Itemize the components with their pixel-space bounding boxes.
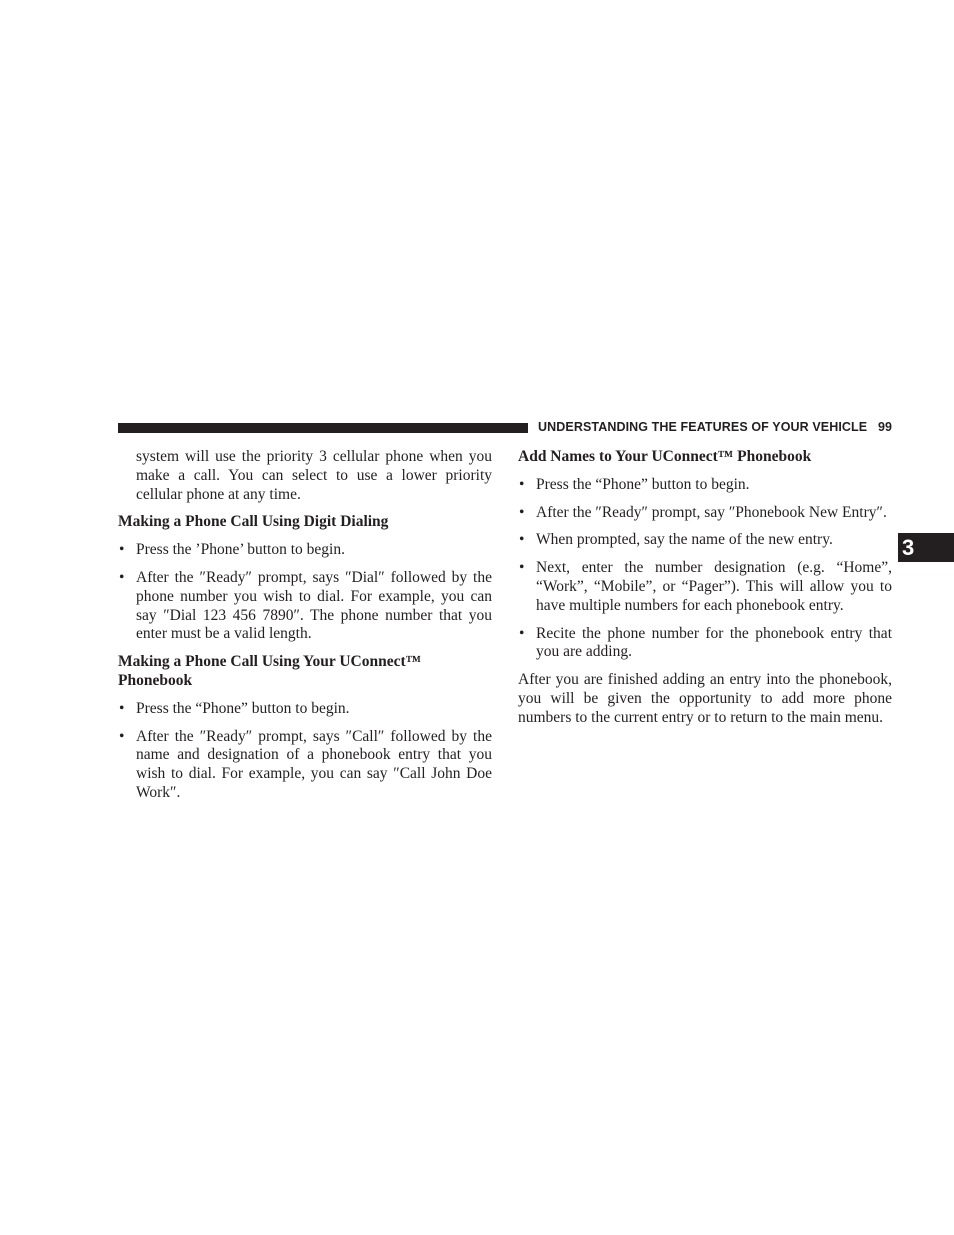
bullet-icon: • <box>119 727 125 745</box>
section-heading-phonebook-call: Making a Phone Call Using Your UConnect™ Phonebook <box>118 653 422 689</box>
bullet-icon: • <box>119 541 125 559</box>
page-number: 99 <box>878 420 892 434</box>
list-item-text: After the ″Ready″ prompt, says ″Dial″ followed by the phone number you wish to dial. For example, you can say ″Dial 123 456 7890″. The phone number that you enter must be a valid length. <box>136 568 492 643</box>
list-item <box>518 559 892 615</box>
digit-dialing-list <box>118 541 492 644</box>
bullet-icon: • <box>519 559 525 577</box>
chapter-tab <box>898 533 954 562</box>
list-item <box>118 569 492 644</box>
running-header-title: UNDERSTANDING THE FEATURES OF YOUR VEHICLE <box>538 420 868 434</box>
section-heading-add-names: Add Names to Your UConnect™ Phonebook <box>518 448 812 465</box>
bullet-icon: • <box>519 531 525 549</box>
section-heading-digit-dialing: Making a Phone Call Using Digit Dialing <box>118 513 389 531</box>
chapter-number: 3 <box>902 535 915 560</box>
list-item-text: When prompted, say the name of the new entry. <box>536 531 833 549</box>
list-item <box>518 531 892 550</box>
right-column <box>518 448 892 737</box>
list-item-text: Press the “Phone” button to begin. <box>136 699 350 717</box>
intro-paragraph: system will use the priority 3 cellular phone when you make a call. You can select to use a lower priority cellular phone at any time. <box>136 448 492 503</box>
bullet-icon: • <box>519 503 525 521</box>
list-item <box>118 700 492 719</box>
list-item <box>518 476 892 495</box>
add-names-list <box>518 476 892 662</box>
bullet-icon: • <box>519 475 525 493</box>
closing-paragraph: After you are finished adding an entry into the phonebook, you will be given the opportunity to add more phone numbers to the current entry or to return to the main menu. <box>518 671 892 726</box>
list-item <box>518 625 892 663</box>
list-item-text: Press the ’Phone’ button to begin. <box>136 541 345 559</box>
list-item-text: After the ″Ready″ prompt, say ″Phonebook New Entry″. <box>536 503 887 521</box>
list-item <box>518 504 892 523</box>
bullet-icon: • <box>119 699 125 717</box>
bullet-icon: • <box>519 624 525 642</box>
list-item-text: Press the “Phone” button to begin. <box>536 475 750 493</box>
list-item <box>118 728 492 803</box>
phonebook-call-list <box>118 700 492 803</box>
list-item-text: Recite the phone number for the phonebook entry that you are adding. <box>536 624 892 661</box>
header-rule-bar <box>118 423 528 433</box>
list-item-text: After the ″Ready″ prompt, says ″Call″ followed by the name and designation of a phonebook entry that you wish to dial. For example, you can say ″Call John Doe Work″. <box>136 727 492 801</box>
list-item <box>118 541 492 560</box>
list-item-text: Next, enter the number designation (e.g. “Home”, “Work”, “Mobile”, or “Pager”). This will allow you to have multiple numbers for each phonebook entry. <box>536 559 892 614</box>
bullet-icon: • <box>119 568 125 586</box>
left-column <box>118 448 492 812</box>
